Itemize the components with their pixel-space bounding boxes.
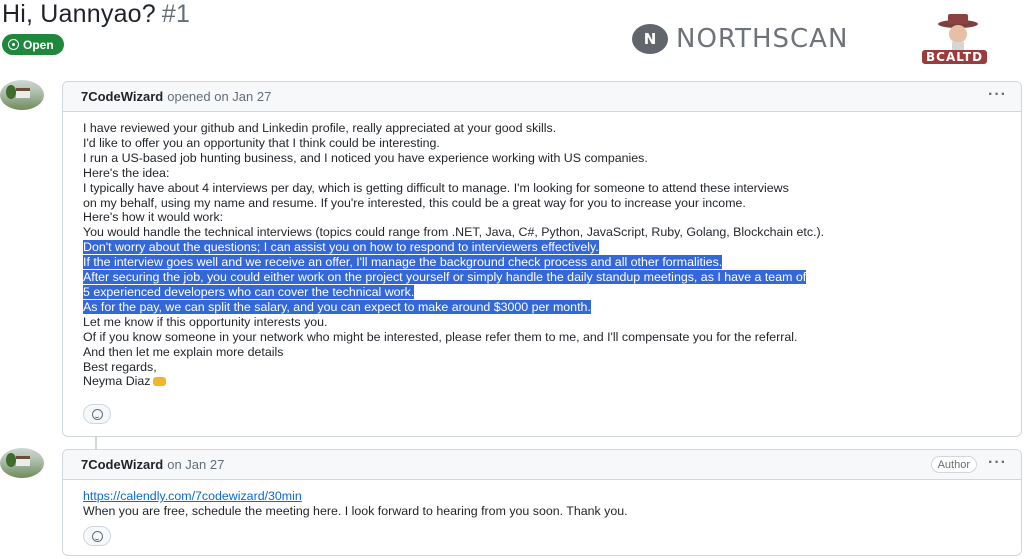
issue-state-label: Open (23, 37, 54, 52)
comment-1-line (83, 360, 1001, 375)
comment-1-line (83, 121, 1001, 136)
comment-text: Here's the idea: (83, 165, 170, 180)
comment-1-line (83, 255, 1001, 270)
avatar-tree-graphic (6, 453, 16, 467)
avatar-house-graphic (16, 456, 30, 466)
avatar-tree-graphic (6, 85, 16, 99)
comment-1-avatar[interactable] (0, 80, 44, 110)
comment-text: Here's how it would work: (83, 210, 224, 225)
comment-text: Neyma Diaz (83, 374, 151, 389)
comment-1-header (63, 82, 1021, 112)
comment-text: Let me know if this opportunity interests you. (83, 314, 328, 329)
highlighted-text: After securing the job, you could either work on the project yourself or simply handle the daily standup meetings, as I have a team of (83, 270, 807, 285)
issue-title-text: Hi, Uannyao? (2, 0, 156, 28)
comment-1-add-reaction-button[interactable] (83, 404, 111, 424)
comment-1-line (83, 315, 1001, 330)
bcaltd-logo-text: BCALTD (922, 50, 987, 64)
comment-1-author-link[interactable]: 7CodeWizard (81, 89, 164, 104)
highlighted-text: As for the pay, we can split the salary, and you can expect to make around $3000 per month. (83, 299, 591, 314)
comment-1 (62, 81, 1022, 437)
bcaltd-logo (918, 12, 1002, 64)
comment-2-header (63, 450, 1021, 480)
northscan-brand-text: NORTHSCAN (676, 24, 849, 54)
smiley-icon (92, 409, 103, 420)
comment-1-more-options-icon[interactable]: ··· (988, 86, 1007, 103)
comment-text: I typically have about 4 interviews per day, which is getting difficult to manage. I'm looking for someone to attend these interviews (83, 180, 789, 195)
smiley-icon (92, 531, 103, 542)
comment-1-line (83, 240, 1001, 255)
comment-1-line (83, 136, 1001, 151)
comment-1-timestamp[interactable]: opened on Jan 27 (167, 89, 272, 104)
comment-2-timestamp[interactable]: on Jan 27 (167, 457, 225, 472)
highlighted-text: 5 experienced developers who can cover the technical work. (83, 284, 415, 299)
comment-1-line (83, 151, 1001, 166)
issue-title (2, 0, 190, 29)
comment-2-text: When you are free, schedule the meeting here. I look forward to hearing from you soon. Thank you. (83, 503, 628, 518)
highlighted-text: Don't worry about the questions; I can assist you on how to respond to interviewers effectively. (83, 240, 599, 255)
comment-1-line (83, 181, 1001, 196)
comment-1-line (83, 330, 1001, 345)
comment-1-line (83, 374, 1001, 389)
author-badge: Author (931, 456, 977, 473)
comment-1-line (83, 225, 1001, 240)
comment-1-line (83, 285, 1001, 300)
comment-1-line (83, 270, 1001, 285)
comment-text: I run a US-based job hunting business, and I noticed you have experience working with US companies. (83, 150, 648, 165)
comment-text: And then let me explain more details (83, 344, 284, 359)
comment-text: Of if you know someone in your network who might be interested, please refer them to me, and I'll compensate you for the referral. (83, 329, 798, 344)
comment-2-avatar[interactable] (0, 448, 44, 478)
comment-2-add-reaction-button[interactable] (83, 526, 111, 546)
comment-2-author-link[interactable]: 7CodeWizard (81, 457, 164, 472)
comment-1-body (63, 112, 1021, 389)
timeline-connector (95, 436, 97, 450)
handshake-icon (153, 377, 166, 386)
northscan-logo-icon: N (632, 24, 668, 54)
comment-text: Best regards, (83, 359, 157, 374)
avatar-house-graphic (16, 88, 30, 98)
comment-text: on my behalf, using my name and resume. If you're interested, this could be a great way for you to increase your income. (83, 195, 746, 210)
comment-1-line (83, 345, 1001, 360)
comment-1-line (83, 210, 1001, 225)
comment-1-line (83, 300, 1001, 315)
highlighted-text: If the interview goes well and we receive an offer, I'll manage the background check process and all other formalities. (83, 255, 723, 270)
calendly-link[interactable]: https://calendly.com/7codewizard/30min (83, 489, 302, 503)
comment-text: I have reviewed your github and Linkedin profile, really appreciated at your good skills. (83, 121, 557, 135)
comment-text: I'd like to offer you an opportunity that I think could be interesting. (83, 135, 440, 150)
comment-2 (62, 449, 1022, 556)
issue-open-icon (8, 39, 19, 50)
issue-number: #1 (161, 0, 191, 28)
comment-2-more-options-icon[interactable]: ··· (988, 454, 1007, 471)
comment-1-line (83, 196, 1001, 211)
issue-state-badge (2, 34, 64, 55)
comment-text: You would handle the technical interviews (topics could range from .NET, Java, C#, Python, JavaScript, Ruby, Golang, Blockchain etc.). (83, 225, 825, 240)
comment-2-body (63, 480, 1021, 519)
northscan-watermark (632, 24, 848, 54)
comment-1-line (83, 166, 1001, 181)
